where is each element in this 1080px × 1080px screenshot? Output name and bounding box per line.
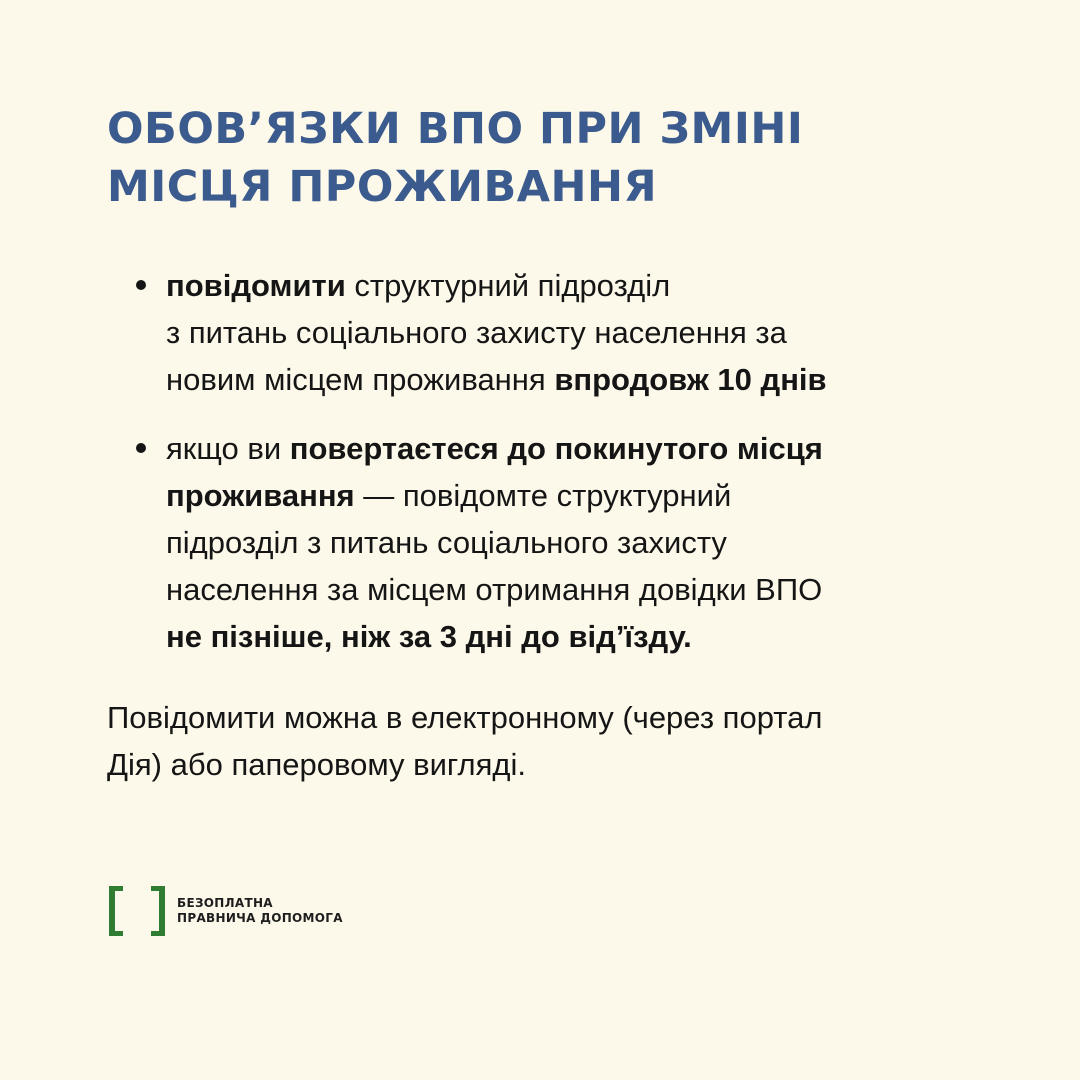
bullet-dot-icon	[136, 443, 146, 453]
bold-text: впродовж 10 днів	[554, 362, 827, 397]
text: новим місцем проживання	[166, 362, 555, 397]
bold-text: не пізніше, ніж за 3 дні до від’їзду.	[166, 619, 692, 654]
logo-text	[177, 896, 343, 926]
bold-text: проживання	[166, 478, 355, 513]
list-item	[136, 262, 956, 403]
list-item	[136, 425, 956, 660]
title-line-2: МІСЦЯ ПРОЖИВАННЯ	[107, 162, 658, 212]
page-title	[107, 100, 987, 216]
text: з питань соціального захисту населення за	[166, 315, 787, 350]
bullet-dot-icon	[136, 280, 146, 290]
submission-note	[107, 694, 987, 788]
bracket-logo-icon	[109, 886, 165, 936]
text: якщо ви	[166, 431, 290, 466]
title-line-1: ОБОВ’ЯЗКИ ВПО ПРИ ЗМІНІ	[107, 104, 804, 154]
organization-logo	[109, 886, 343, 936]
bold-text: повідомити	[166, 268, 346, 303]
logo-line-2: ПРАВНИЧА ДОПОМОГА	[177, 911, 343, 925]
text: населення за місцем отримання довідки ВПО	[166, 572, 823, 607]
text: структурний підрозділ	[345, 268, 671, 303]
text: підрозділ з питань соціального захисту	[166, 525, 727, 560]
text: — повідомте структурний	[354, 478, 732, 513]
logo-line-1: БЕЗОПЛАТНА	[177, 896, 273, 910]
note-line-2: Дія) або паперовому вигляді.	[107, 747, 526, 782]
obligations-list	[136, 262, 956, 682]
note-line-1: Повідомити можна в електронному (через портал	[107, 700, 823, 735]
bold-text: повертаєтеся до покинутого місця	[289, 431, 823, 466]
